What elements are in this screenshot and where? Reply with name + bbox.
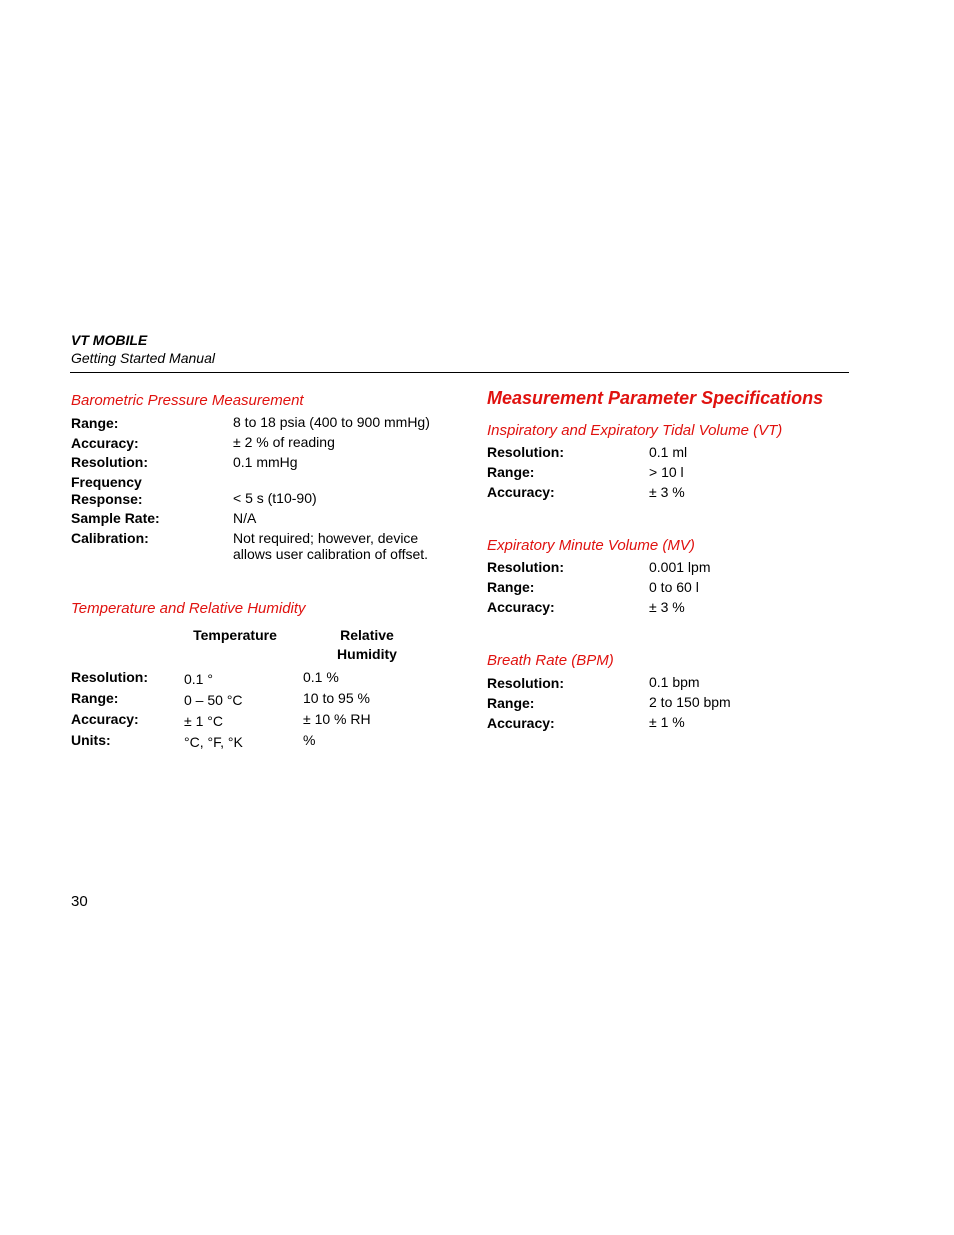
baro-accuracy-value: ± 2 % of reading (233, 434, 335, 450)
rh-units-value: % (303, 732, 316, 748)
temp-units-label: Units: (71, 732, 111, 748)
baro-frequency-label-1: Frequency (71, 474, 142, 490)
breath-rate-heading: Breath Rate (BPM) (487, 652, 614, 669)
tidal-accuracy-label: Accuracy: (487, 484, 555, 500)
spec-heading: Measurement Parameter Specifications (487, 388, 824, 408)
tidal-volume-heading: Inspiratory and Expiratory Tidal Volume (VT) (487, 422, 783, 439)
minute-range-label: Range: (487, 579, 535, 595)
temp-units-value: °C, °F, °K (184, 734, 243, 750)
minute-resolution-value: 0.001 lpm (649, 559, 711, 575)
minute-volume-heading: Expiratory Minute Volume (MV) (487, 537, 695, 554)
baro-frequency-label-2: Response: (71, 491, 143, 507)
breath-accuracy-value: ± 1 % (649, 714, 685, 730)
temp-range-value: 0 – 50 °C (184, 692, 243, 708)
temp-range-label: Range: (71, 690, 119, 706)
manual-title: VT MOBILE (71, 332, 148, 348)
manual-subtitle: Getting Started Manual (71, 350, 215, 366)
breath-accuracy-label: Accuracy: (487, 715, 555, 731)
tidal-resolution-value: 0.1 ml (649, 444, 688, 460)
minute-range-value: 0 to 60 l (649, 579, 699, 595)
breath-resolution-label: Resolution: (487, 675, 564, 691)
baro-sample-rate-value: N/A (233, 510, 257, 526)
breath-range-value: 2 to 150 bpm (649, 694, 731, 710)
baro-resolution-value: 0.1 mmHg (233, 454, 298, 470)
col-header-humidity-line2: Humidity (337, 646, 397, 662)
baro-calibration-value-1: Not required; however, device (233, 530, 419, 546)
temp-resolution-value: 0.1 ° (184, 671, 213, 687)
baro-range-value: 8 to 18 psia (400 to 900 mmHg) (233, 414, 430, 430)
baro-accuracy-label: Accuracy: (71, 435, 139, 451)
baro-resolution-label: Resolution: (71, 454, 148, 470)
breath-resolution-value: 0.1 bpm (649, 674, 700, 690)
tidal-accuracy-value: ± 3 % (649, 484, 685, 500)
baro-calibration-label: Calibration: (71, 530, 149, 546)
temp-accuracy-value: ± 1 °C (184, 713, 223, 729)
baro-sample-rate-label: Sample Rate: (71, 510, 160, 526)
minute-accuracy-value: ± 3 % (649, 599, 685, 615)
minute-resolution-label: Resolution: (487, 559, 564, 575)
baro-frequency-value: < 5 s (t10-90) (233, 490, 317, 506)
baro-calibration-value-2: allows user calibration of offset. (233, 546, 429, 562)
rh-resolution-value: 0.1 % (303, 669, 339, 685)
baro-range-label: Range: (71, 415, 119, 431)
temp-resolution-label: Resolution: (71, 669, 148, 685)
header-rule (70, 372, 849, 373)
breath-range-label: Range: (487, 695, 535, 711)
col-header-humidity (322, 626, 412, 664)
tidal-range-value: > 10 l (649, 464, 684, 480)
temperature-heading: Temperature and Relative Humidity (71, 600, 306, 617)
col-header-temperature: Temperature (193, 627, 277, 643)
rh-range-value: 10 to 95 % (303, 690, 370, 706)
minute-accuracy-label: Accuracy: (487, 599, 555, 615)
col-header-humidity-line1: Relative (340, 627, 394, 643)
tidal-resolution-label: Resolution: (487, 444, 564, 460)
tidal-range-label: Range: (487, 464, 535, 480)
page-number: 30 (71, 893, 88, 910)
barometric-heading: Barometric Pressure Measurement (71, 392, 304, 409)
rh-accuracy-value: ± 10 % RH (303, 711, 371, 727)
temp-accuracy-label: Accuracy: (71, 711, 139, 727)
